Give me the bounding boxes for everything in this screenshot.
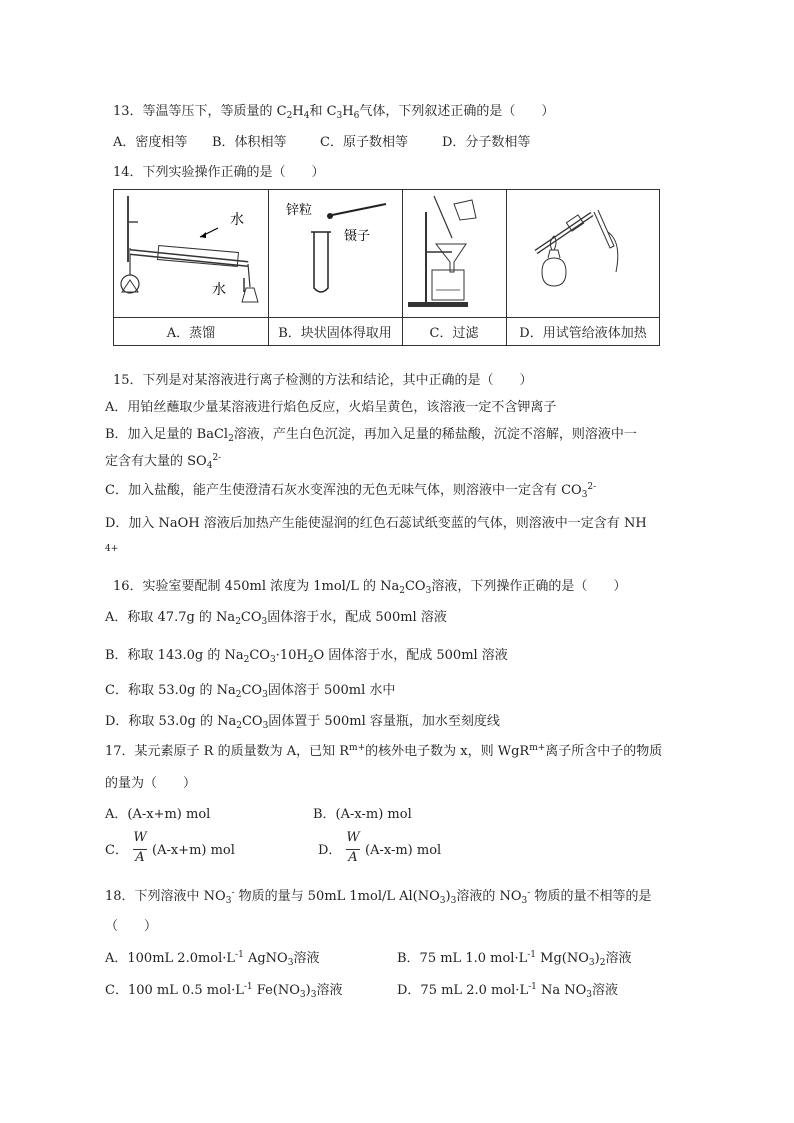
- q17-option-b: B．(A-x-m) mol: [313, 807, 412, 822]
- q17-option-c-label: C．: [105, 843, 128, 858]
- water-out-label: 水: [212, 283, 226, 298]
- distillation-apparatus-figure: [118, 192, 266, 314]
- zinc-label: 锌粒: [286, 202, 313, 217]
- q17-stem-cont: 的量为（ ）: [105, 776, 197, 791]
- q17-option-d-label: D．: [318, 843, 342, 858]
- q16-option-d: D．称取 53.0g 的 $Na_2CO_3$固体置于 500ml 容量瓶，加水至刻度线: [105, 714, 500, 731]
- q13-option-a: A．密度相等: [113, 135, 188, 150]
- q18-option-a: A．100mL $2.0mol\cdot L^{-1}$ AgNO$_3$溶液: [105, 950, 320, 968]
- q13-stem: 13．等温等压下，等质量的 $C_2H_4$和 $C_3H_6$气体，下列叙述正确的是（ ）: [113, 104, 555, 121]
- q18-option-c: C．100 mL 0.5 $mol\cdot L^{-1}$ $Fe(NO_3)_3$溶液: [105, 982, 343, 1000]
- q13-option-b: B．体积相等: [212, 135, 287, 150]
- caption-a: A．蒸馏: [166, 326, 216, 341]
- q18-stem-paren: （ ）: [105, 919, 158, 934]
- q15-option-d: D．加入 NaOH 溶液后加热产生能使湿润的红色石蕊试纸变蓝的气体，则溶液中一定含有 NH: [105, 516, 647, 531]
- tweezers-label: 镊子: [344, 228, 371, 243]
- q17-stem: 17．某元素原子 R 的质量数为 A，已知 $R^{m+}$的核外电子数为 x，则 WgR$^{m+}$离子所含中子的物质: [105, 743, 663, 759]
- q15-stem: 15．下列是对某溶液进行离子检测的方法和结论，其中正确的是（ ）: [113, 373, 533, 388]
- water-in-label: 水: [230, 213, 244, 228]
- q13-option-c: C．原子数相等: [320, 135, 408, 150]
- q16-option-a: A．称取 47.7g 的 $Na_2CO_3$固体溶于水，配成 500ml 溶液: [105, 610, 447, 627]
- q15-option-c: C．加入盐酸，能产生使澄清石灰水变浑浊的无色无味气体，则溶液中一定含有 $CO_3^{2-}$: [105, 482, 597, 500]
- q17-option-d-expr: (A-x-m) mol: [365, 843, 442, 858]
- caption-b: B．块状固体得取用: [278, 326, 392, 341]
- q15-option-b: B．加入足量的 BaCl$_2$溶液，产生白色沉淀，再加入足量的稀盐酸，沉淀不溶解，则溶液中一: [105, 427, 637, 444]
- filtration-apparatus-figure: [406, 192, 504, 314]
- caption-c: C．过滤: [429, 326, 479, 341]
- q17-option-a: A．(A-x+m) mol: [105, 807, 211, 822]
- q14-stem: 14．下列实验操作正确的是（ ）: [113, 165, 325, 180]
- q15-option-b-cont: 定含有大量的 $SO_4^{2-}$: [105, 453, 222, 471]
- q15-option-a: A．用铂丝蘸取少量某溶液进行焰色反应，火焰呈黄色，该溶液一定不含钾离子: [105, 400, 557, 415]
- table-divider: [114, 317, 659, 318]
- q18-stem: 18．下列溶液中 $NO_3^-$ 物质的量与 50mL 1mol/L $Al(NO_3)_3$溶液的 $NO_3^-$ 物质的量不相等的是: [105, 888, 652, 906]
- heating-test-tube-figure: [512, 192, 658, 314]
- q17-option-c-fraction: W A: [133, 830, 147, 865]
- q16-stem: 16．实验室要配制 450ml 浓度为 1mol/L 的 $Na_2CO_3$溶液，下列操作正确的是（ ）: [113, 579, 627, 596]
- q16-option-b: B．称取 143.0g 的 $Na_2CO_3\cdot 10H_2O$ 固体溶于水，配成 500ml 溶液: [105, 648, 508, 665]
- q15-option-d-tail: 4+: [105, 544, 119, 554]
- q18-option-d: D．75 mL 2.0 $mol\cdot L^{-1}$ Na $NO_3$溶液: [397, 982, 619, 1000]
- test-tube-tweezers-figure: [274, 192, 400, 314]
- q17-option-c-expr: (A-x+m) mol: [152, 843, 235, 858]
- q18-option-b: B．75 mL 1.0 $mol\cdot L^{-1}$ $Mg(NO_3)_2$溶液: [397, 950, 632, 968]
- experiment-table: [113, 189, 660, 346]
- q17-option-d-fraction: W A: [346, 830, 360, 865]
- q16-option-c: C．称取 53.0g 的 $Na_2CO_3$固体溶于 500ml 水中: [105, 683, 396, 700]
- q13-option-d: D．分子数相等: [442, 135, 531, 150]
- caption-d: D．用试管给液体加热: [519, 326, 647, 341]
